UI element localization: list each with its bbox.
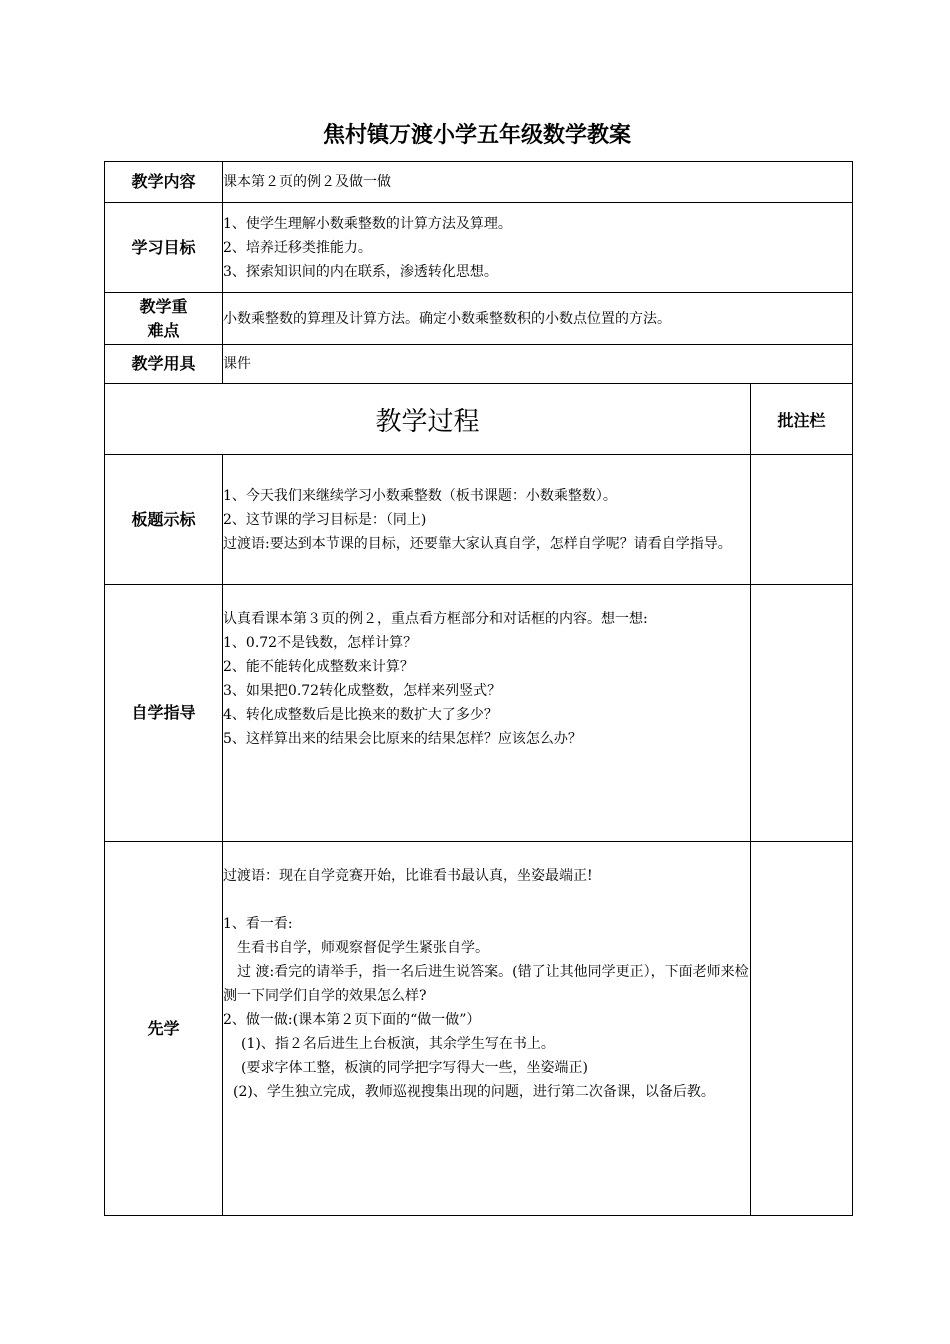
- goals-list: [223, 203, 853, 293]
- section-line: 5、这样算出来的结果会比原来的结果怎样？应该怎么办？: [223, 731, 582, 747]
- section-label: 板题示标: [105, 455, 223, 585]
- tools-label: 教学用具: [105, 345, 223, 384]
- goals-label: 学习目标: [105, 203, 223, 293]
- section-label: 先学: [105, 842, 223, 1216]
- section-content: [223, 842, 751, 1216]
- process-heading: 教学过程: [105, 384, 751, 455]
- section-content: [223, 455, 751, 585]
- key-points-label-line1: 教学重: [139, 296, 188, 316]
- section-line: 2、这节课的学习目标是：（同上): [223, 511, 427, 528]
- goal-item: 2、培养迁移类推能力。: [223, 239, 372, 256]
- notes-cell[interactable]: [751, 842, 853, 1216]
- key-points-value: 小数乘整数的算理及计算方法。确定小数乘整数积的小数点位置的方法。: [223, 293, 853, 345]
- section-content: [223, 585, 751, 842]
- goal-item: 1、使学生理解小数乘整数的计算方法及算理。: [223, 215, 512, 232]
- row-self-study-guide: [105, 585, 853, 842]
- row-learn-first: [105, 842, 853, 1216]
- section-line: 3、如果把0.72转化成整数，怎样来列竖式？: [223, 683, 502, 699]
- key-points-label: [105, 293, 223, 345]
- section-line: 1、0.72不是钱数，怎样计算？: [223, 635, 418, 651]
- goal-item: 3、探索知识间的内在联系，渗透转化思想。: [223, 263, 498, 280]
- section-line: 1、今天我们来继续学习小数乘整数（板书课题：小数乘整数）。: [223, 487, 617, 504]
- row-process-heading: [105, 384, 853, 455]
- section-line: 2、能不能转化成整数来计算？: [223, 659, 414, 675]
- section-label: 自学指导: [105, 585, 223, 842]
- section-line: 过 渡:看完的请举手，指一名后进生说答案。(错了让其他同学更正），下面老师来检测一下同学们自学的效果怎么样?: [223, 964, 749, 1004]
- section-line: (要求字体工整，板演的同学把字写得大一些，坐姿端正): [241, 1060, 588, 1076]
- notes-cell[interactable]: [751, 585, 853, 842]
- section-line: 1、看一看:: [223, 916, 293, 932]
- section-line: 2、做一做:(课本第２页下面的“做一做”）: [223, 1012, 481, 1028]
- section-line: 4、转化成整数后是比换来的数扩大了多少？: [223, 707, 498, 723]
- row-section-title: [105, 455, 853, 585]
- section-line: 生看书自学，师观察督促学生紧张自学。: [237, 940, 489, 956]
- row-goals: [105, 203, 853, 293]
- section-line: (1)、指２名后进生上台板演，其余学生写在书上。: [241, 1036, 555, 1052]
- notes-heading: 批注栏: [751, 384, 853, 455]
- row-content: [105, 162, 853, 203]
- page-title: 焦村镇万渡小学五年级数学教案: [322, 123, 631, 148]
- section-line: (2)、学生独立完成，教师巡视搜集出现的问题，进行第二次备课，以备后教。: [233, 1084, 715, 1100]
- notes-cell[interactable]: [751, 455, 853, 585]
- row-key-points: [105, 293, 853, 345]
- key-points-label-line2: 难点: [147, 320, 180, 340]
- section-line: 过渡语:要达到本节课的目标，还要靠大家认真自学，怎样自学呢？请看自学指导。: [223, 535, 732, 552]
- content-value: 课本第２页的例２及做一做: [223, 162, 853, 203]
- content-label: 教学内容: [105, 162, 223, 203]
- blank-line: [223, 888, 750, 912]
- section-line: 认真看课本第３页的例２，重点看方框部分和对话框的内容。想一想:: [223, 611, 648, 627]
- lesson-plan-table: [104, 161, 853, 1216]
- row-tools: [105, 345, 853, 384]
- tools-value: 课件: [223, 345, 853, 384]
- section-line: 过渡语：现在自学竞赛开始，比谁看书最认真，坐姿最端正!: [223, 868, 593, 884]
